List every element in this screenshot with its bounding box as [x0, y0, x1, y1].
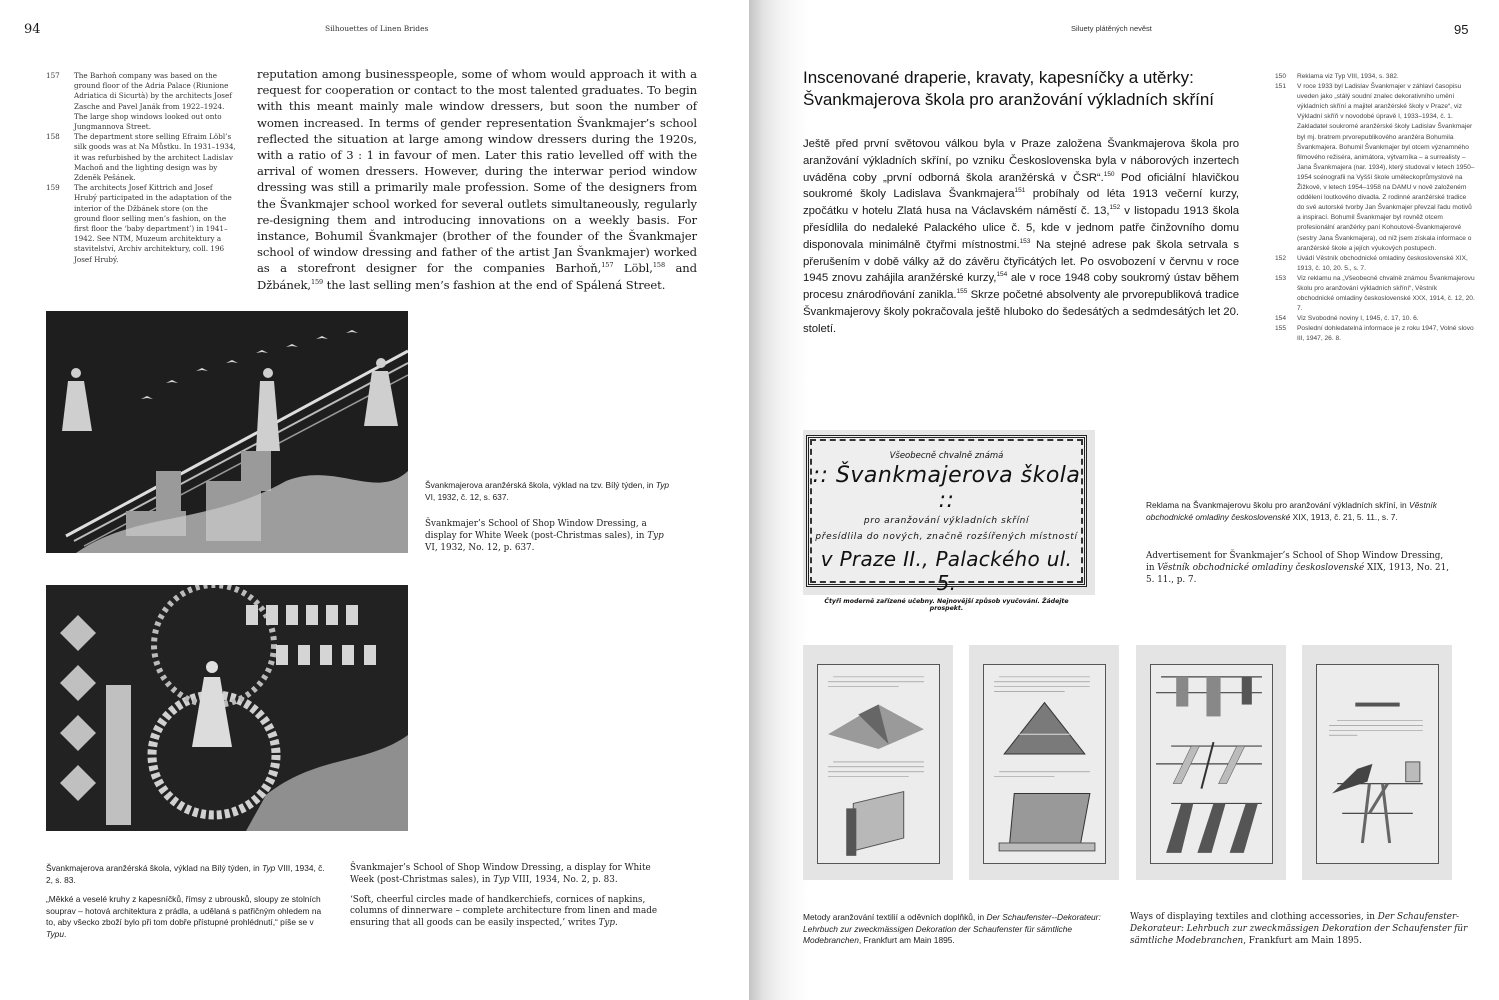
footnote-text: The Barhoň company was based on the ground floor of the Adria Palace (Riunione Adriatica di Sicurtà) by the architects Josef Zasche and Pavel Janák from 1922–1924. The large shop windows looked out onto Jungmannova Street.	[74, 71, 232, 132]
caption-text: Ways of displaying textiles and clothing accessories, in	[1130, 912, 1378, 922]
spacer	[350, 887, 670, 895]
footnote-text: Viz reklamu na „Všeobecně chvalně známou Švankmajerovu školu pro aranžování výkladních skříní“, Věstník obchodnické omladiny československé XXX, 1914, č. 12, 20. 7.	[1297, 274, 1475, 313]
journal-title: Věstník obchodnické omladiny československé	[1146, 500, 1437, 522]
book-title: Der Schaufenster-Dekorateur: Lehrbuch zur zweckmässigen Dekoration der Schaufenster für sämtliche Modebranchen	[1130, 912, 1468, 946]
footnote-text: The architects Josef Kittrich and Josef Hrubý participated in the adaptation of the interior of the Džbánek store (on the ground floor selling men’s fashion, on the first floor the ‘baby department’) in 1941–1942. See NTM, Muzeum architektury a stavitelství, Archiv architektury, coll. 196 Josef Hrubý.	[74, 183, 232, 264]
ad-title: :: Švankmajerova škola ::	[812, 463, 1081, 513]
footnote-ref-153[interactable]: 153	[1019, 237, 1031, 245]
plates-caption-en	[1130, 912, 1470, 947]
plate-illustration	[1317, 665, 1438, 863]
journal-title: Typu	[46, 928, 64, 939]
journal-title: Věstník obchodnické omladiny československé	[1157, 562, 1365, 573]
body-text-segment: probíhaly od léta 1913 večerní kurzy, zpočátku v hotelu Zlatá husa na Václavském náměstí č. 13,	[803, 188, 1239, 218]
footnote-text: Viz Svobodné noviny I, 1945, č. 17, 10. 6.	[1297, 315, 1419, 323]
footnote-ref-159[interactable]: 159	[310, 277, 324, 286]
footnote-number: 157	[46, 71, 60, 80]
footnote-153	[1275, 274, 1475, 314]
advertisement-caption-en	[1146, 551, 1451, 586]
footnote-158	[46, 132, 236, 183]
ad-address: v Praze II., Palackého ul. 5.	[820, 547, 1073, 595]
footnote-ref-152[interactable]: 152	[1109, 204, 1121, 212]
chapter-heading	[803, 67, 1243, 111]
caption-text: VI, 1932, No. 12, p. 637.	[425, 542, 535, 553]
spacer	[46, 886, 326, 894]
plate-page	[983, 664, 1106, 864]
body-text-segment: ale v roce 1948 coby soukromý ústav během procesu znárodňování zanikla.	[803, 272, 1239, 302]
body-text-segment: the last selling men’s fashion at the end of Spálená Street.	[323, 277, 666, 292]
right-page	[749, 0, 1499, 1000]
footnote-ref-157[interactable]: 157	[601, 261, 614, 270]
footnote-152	[1275, 254, 1475, 274]
page-number-left: 94	[24, 22, 41, 37]
caption-text: VI, 1932, č. 12, s. 637.	[425, 491, 509, 502]
plate-illustration	[818, 665, 939, 863]
footnote-text: Reklama viz Typ VIII, 1934, s. 382.	[1297, 73, 1399, 80]
body-text-segment: Na stejné adrese pak škola setrvala s přerušením v době války až do závěru čtyřicátých let. Po osvobození v červnu v roce 1945 znovu zahájila aranžérské kurzy,	[803, 238, 1239, 285]
body-text-segment: Ještě před první světovou válkou byla v Praze založena Švankmajerova škola pro aranžování výkladních skříní, po vzniku Československa byla v náborových inzertech uváděna coby „první odborná škola aranžérská v ČSR“.	[803, 138, 1239, 184]
advertisement-image	[803, 430, 1095, 612]
body-text-segment: and Džbánek,	[257, 261, 697, 292]
footnote-number: 151	[1275, 83, 1287, 91]
footnote-number: 152	[1275, 254, 1287, 262]
footnote-150	[1275, 72, 1475, 82]
footnote-number: 154	[1275, 315, 1287, 323]
footnote-number: 155	[1275, 325, 1287, 333]
footnote-text: The department store selling Efraim Löbl’s silk goods was at Na Můstku. In 1931–1934, it was refurbished by the architect Ladislav Machoň and the lighting design was by Zdeněk Pešánek.	[74, 132, 236, 183]
caption-text: VIII, 1934, No. 2, p. 83.	[509, 874, 618, 885]
plates-caption-cz	[803, 912, 1115, 947]
caption-text: Metody aranžování textilií a oděvních doplňků, in	[803, 912, 987, 922]
quote-text: ‘Soft, cheerful circles made of handkerchiefs, cornices of napkins, columns of dinnerware – complete architecture from linen and made ensuring that all goods can be easily inspected,’ writes	[350, 894, 658, 929]
footnote-text: Poslední dohledatelná informace je z roku 1947, Volné slovo III, 1947, 26. 8.	[1297, 325, 1474, 343]
footnote-number: 153	[1275, 274, 1287, 282]
caption-text: Švankmajer’s School of Shop Window Dressing, a display for White Week (post-Christmas sales), in	[425, 519, 648, 541]
running-head-left: Silhouettes of Linen Brides	[325, 24, 429, 33]
footnote-number: 150	[1275, 73, 1287, 80]
footnote-157	[46, 71, 236, 132]
window-display-illustration	[46, 585, 408, 831]
quote-text: .	[64, 928, 67, 939]
running-head-right: Siluety plátěných nevěst	[1071, 24, 1152, 33]
caption-text: , Frankfurt am Main 1895.	[1243, 935, 1362, 946]
body-text-segment: v listopadu 1913 škola přesídlila do nedaleké Palackého ulice č. 5, kde v jednom patře činžovního domu disponovala minimálně čtyřmi místnostmi.	[803, 205, 1239, 251]
body-text-segment: Löbl,	[613, 261, 653, 276]
body-text-segment: Skrze početné absolventy ale prvorepubliková tradice Švankmajerovy školy pokračovala ještě hluboko do šedesátých a sedmdesátých let 20. století.	[803, 289, 1240, 335]
footnotes-right	[1275, 72, 1475, 345]
heading-line-2: Švankmajerova škola pro aranžování výkladních skříní	[803, 90, 1215, 109]
plate-4	[1302, 645, 1452, 880]
journal-title: Typ	[493, 874, 510, 885]
footnote-159	[46, 183, 236, 265]
plate-illustration	[984, 665, 1105, 863]
body-text-right	[803, 136, 1239, 338]
caption-text: XIX, 1913, No. 21, 5. 11., p. 7.	[1146, 562, 1450, 585]
heading-line-1: Inscenované draperie, kravaty, kapesníčky a utěrky:	[803, 68, 1194, 87]
ad-line: pro aranžování výkladních skříní	[863, 516, 1030, 526]
footnote-ref-154[interactable]: 154	[996, 271, 1008, 279]
quote-text: „Měkké a veselé kruhy z kapesníčků, římsy z ubrousků, sloupy ze stolních souprav – hotová architektura z prádla, a udělaná s patřičným ohledem na to, aby všecko zboží bylo při tom dobře přístupné prohlédnutí,“ píše se v	[46, 894, 322, 928]
advertisement-frame	[806, 435, 1087, 612]
plate-illustration	[1151, 665, 1272, 863]
footnote-text: Uvádí Věstník obchodnické omladiny československé XIX, 1913, č. 10, 20. 5., s. 7.	[1297, 254, 1468, 272]
ad-line: Čtyři moderně zařízené učebny. Nejnovější způsob vyučování. Žádejte prospekt.	[824, 598, 1069, 612]
footnote-text: V roce 1933 byl Ladislav Švankmajer v záhlaví časopisu uveden jako „stálý soudní znalec dekorativního umění výkladních skříní a majitel aranžérské školy v Praze“, viz Výkladní skříň v novodobé úpravě I, 1933–1934, č. 1. Zakladatel soukromé aranžérské školy Ladislav Švankmajer byl mj. bratrem prvorepublikového aranžéra Bohumila Švankmajera. Bohumil Švankmajer byl otcem významného filmového režiséra, animátora, výtvarníka – a surrealisty – Jana Švankmajera (nar. 1934), který studoval v letech 1950–1954 scénografii na Vyšší škole uměleckoprůmyslové na Žižkově, v letech 1954–1958 na DAMU v nově založeném oddělení loutkového divadla. Z rodinné aranžérské tradice do své autorské tvorby Jan Švankmajer převzal řadu motivů a inspirací. Bohumil Švankmajer byl rovněž otcem profesionální aranžérky paní Kohoutové-Švankmajerové (sestry Jana Švankmajera), od níž jsem získala informace o aranžérské škole a jejích výukových postupech.	[1297, 83, 1475, 252]
book-title: Der Schaufenster--Dekorateur: Lehrbuch zur zweckmässigen Dekoration der Schaufenster für sämtliche Modebranchen	[803, 912, 1101, 946]
caption-text: Advertisement for Švankmajer’s School of Shop Window Dressing, in	[1146, 551, 1444, 573]
figure2-caption-en	[350, 863, 670, 930]
plate-page	[1316, 664, 1439, 864]
plate-page	[1150, 664, 1273, 864]
page-number-right: 95	[1454, 22, 1469, 37]
window-display-illustration	[46, 311, 408, 553]
ad-line: přesídlila do nových, značně rozšířených místností	[815, 532, 1078, 542]
plate-1	[803, 645, 953, 880]
advertisement-caption-cz	[1146, 500, 1456, 523]
caption-text: Švankmajerova aranžérská škola, výklad na tzv. Bílý týden, in	[425, 480, 656, 490]
caption-text: Reklama na Švankmajerovu školu pro aranžování výkladních skříní, in	[1146, 500, 1410, 510]
ad-line: Všeobecně chvalně známá	[889, 451, 1004, 461]
quote-text: .	[615, 918, 618, 929]
footnote-151	[1275, 82, 1475, 254]
body-text-left	[257, 66, 697, 293]
journal-title: Typ	[262, 863, 276, 873]
caption-text: , Frankfurt am Main 1895.	[858, 935, 955, 946]
photo-white-week-1932	[46, 311, 408, 553]
footnote-number: 159	[46, 183, 60, 193]
journal-title: Typ	[655, 480, 670, 490]
journal-title: Typ	[647, 530, 664, 541]
figure2-caption-cz	[46, 863, 326, 941]
plate-2	[969, 645, 1119, 880]
figure1-caption-en	[425, 519, 675, 554]
footnote-ref-155[interactable]: 155	[956, 288, 968, 296]
footnote-155	[1275, 324, 1475, 344]
body-text-segment: reputation among businesspeople, some of whom would approach it with a request for cooperation or contact to the most talented graduates. To begin with this meant mainly male window dressers, but soon the number of women increased. In terms of gender representation Švankmajer’s school reflected the situation at large among window dressers during the 1920s, with a ratio of 3 : 1 in favour of men. Later this ratio levelled off with the arrival of women dressers. However, during the interwar period window dressing was still a primarily male profession. Some of the designers from the Švankmajer school worked for several outlets simultaneously, regularly re-designing them and introducing innovations on a weekly basis. For instance, Bohumil Švankmajer (brother of the founder of the Švankmajer school of window dressing and father of the artist Jan Švankmajer) worked as a storefront designer for the companies Barhoň,	[257, 67, 697, 276]
plate-page	[817, 664, 940, 864]
footnotes-left	[46, 71, 236, 265]
footnote-154	[1275, 314, 1475, 324]
footnote-ref-151[interactable]: 151	[1014, 187, 1026, 195]
caption-text: Švankmajerova aranžérská škola, výklad na Bílý týden, in	[46, 863, 262, 873]
body-text-segment: Pod oficiální hlavičkou soukromé školy Ladislava Švankmajera	[803, 171, 1239, 201]
figure1-caption-cz	[425, 480, 675, 503]
journal-title: Typ	[598, 918, 615, 929]
caption-text: XIX, 1913, č. 21, 5. 11., s. 7.	[1290, 511, 1398, 522]
footnote-ref-158[interactable]: 158	[652, 261, 665, 270]
plate-3	[1136, 645, 1286, 880]
footnote-ref-150[interactable]: 150	[1103, 170, 1115, 178]
left-page	[0, 0, 749, 1000]
caption-text: Švankmajer’s School of Shop Window Dressing, a display for White Week (post-Christmas sales), in	[350, 863, 651, 885]
footnote-number: 158	[46, 132, 60, 142]
photo-white-week-1934	[46, 585, 408, 831]
caption-text: VIII, 1934, č. 2, s. 83.	[46, 863, 325, 885]
